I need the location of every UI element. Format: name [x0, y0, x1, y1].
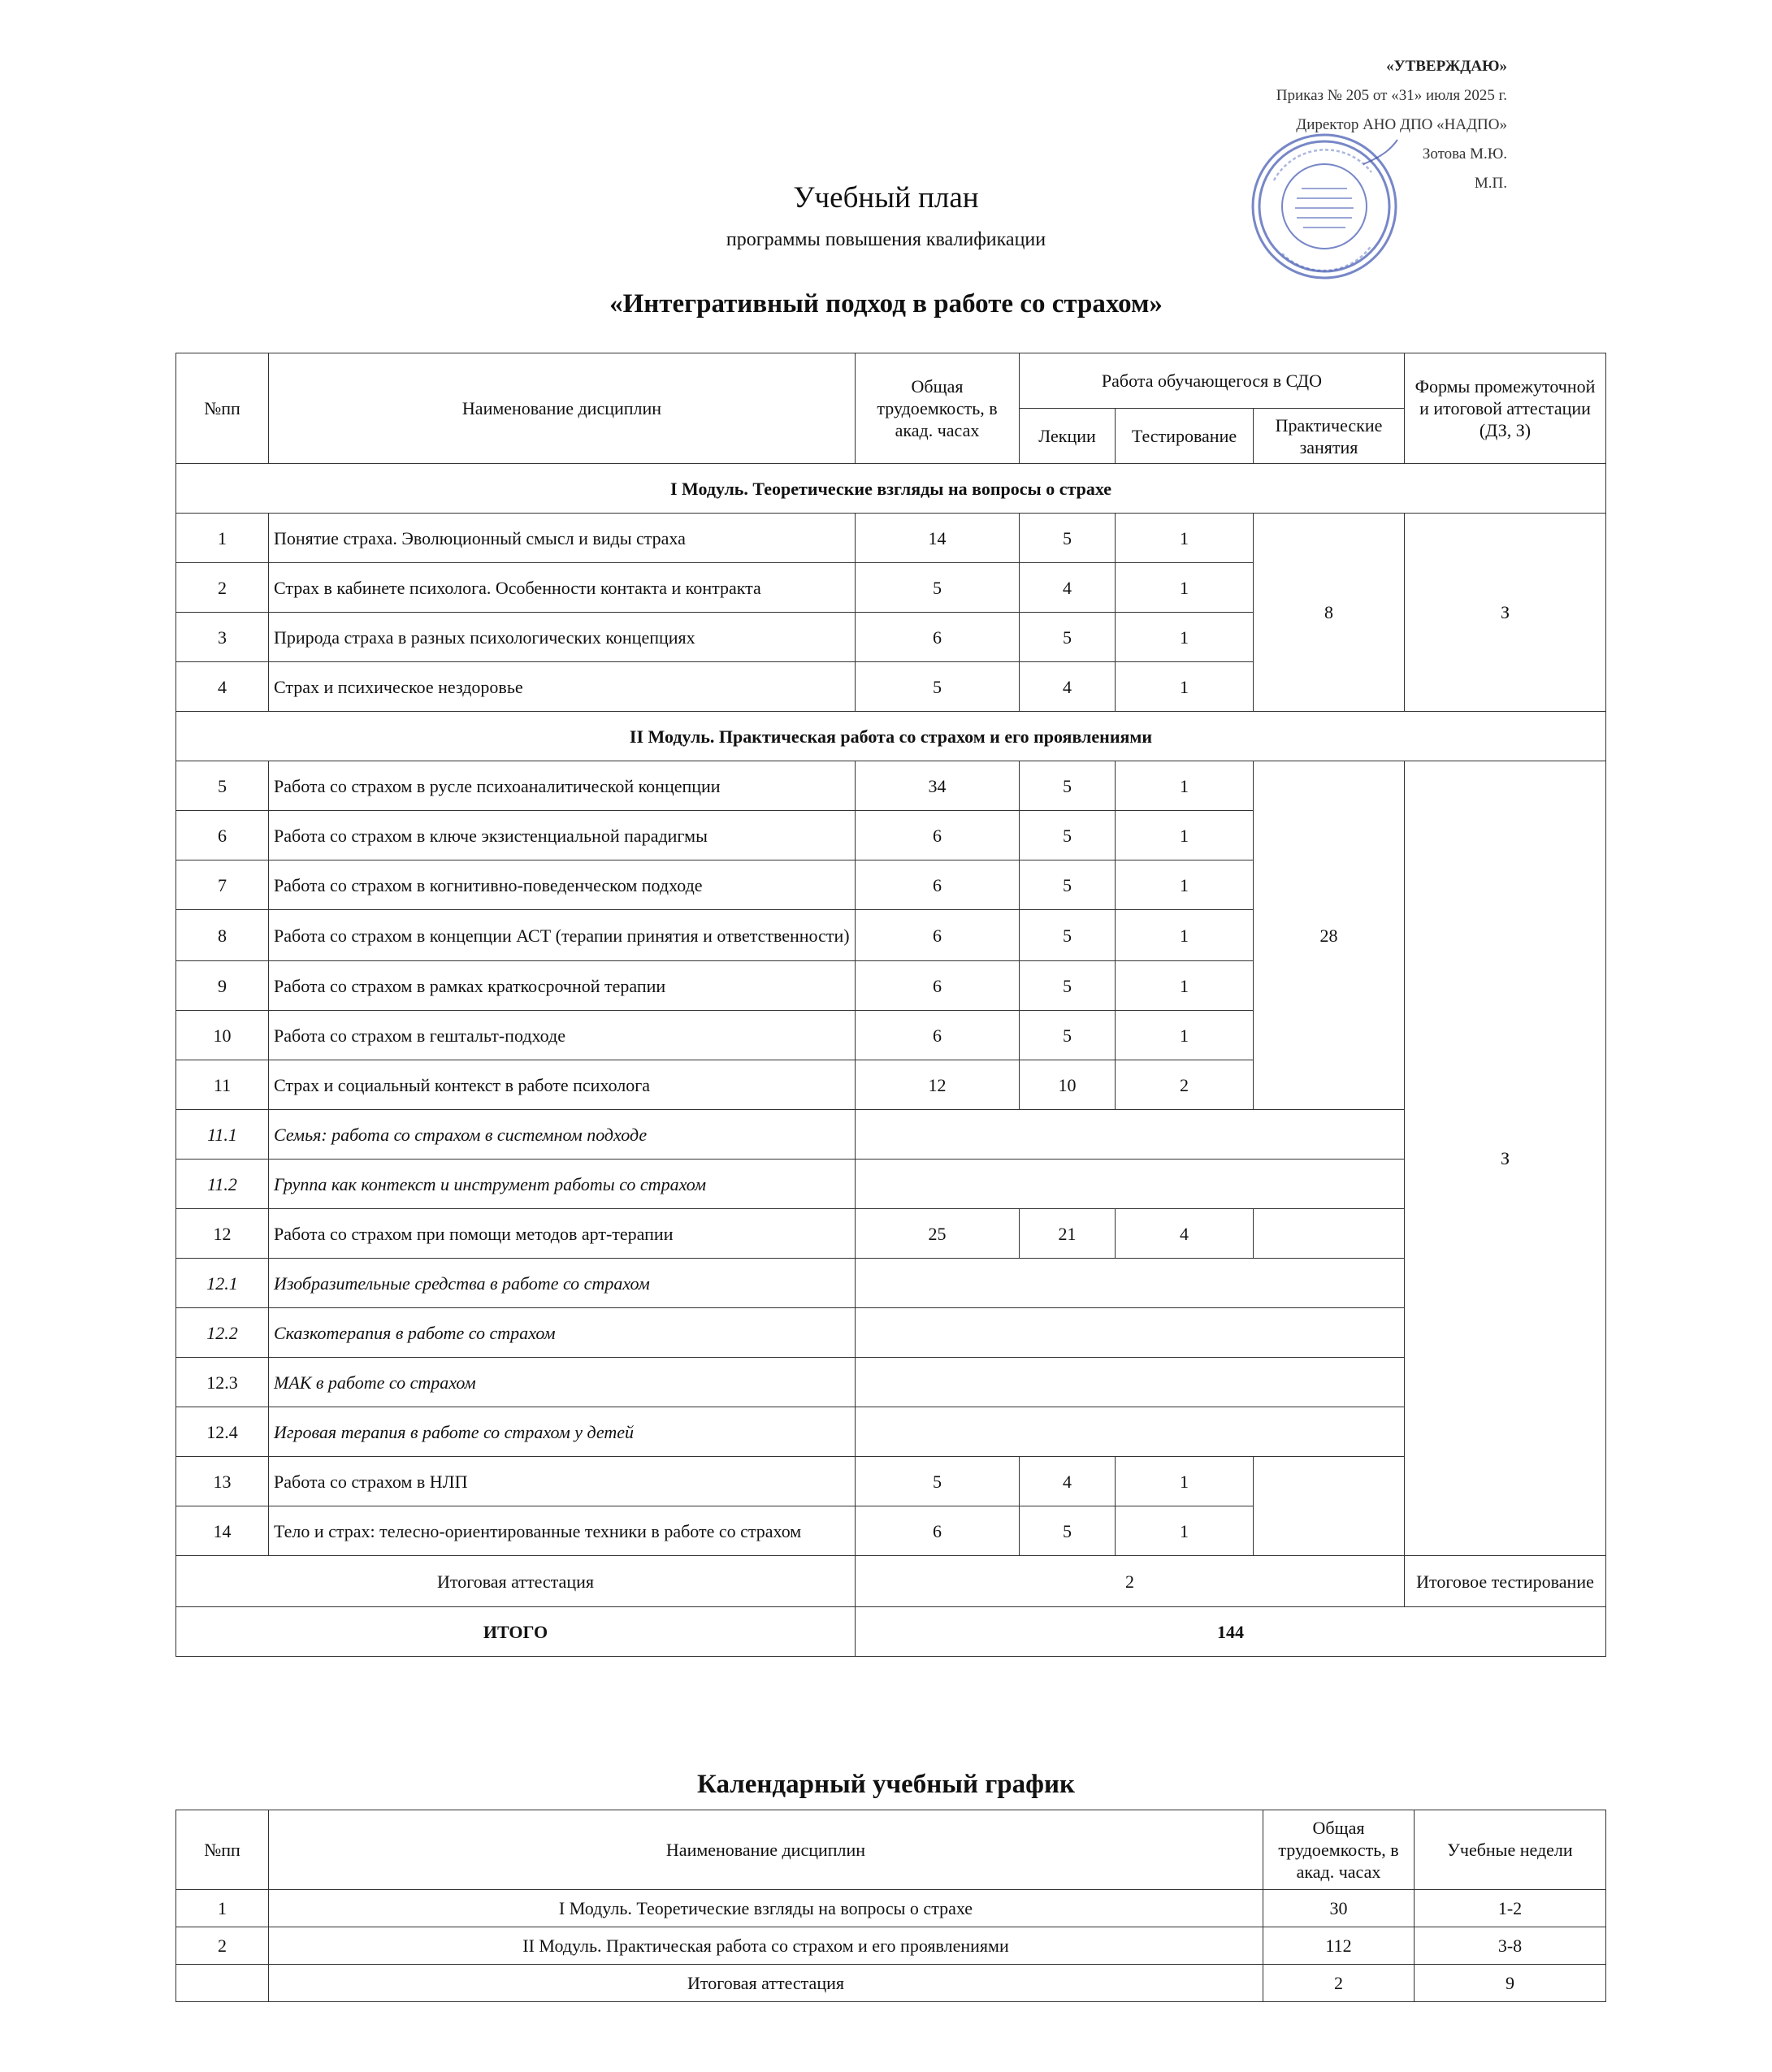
row-name: Семья: работа со страхом в системном подходе: [269, 1110, 856, 1160]
row-num: 11.2: [176, 1160, 269, 1209]
approval-order: Приказ № 205 от «31» июля 2025 г.: [1276, 87, 1507, 104]
row-name: Работа со страхом в концепции АСТ (терапии принятия и ответственности): [269, 910, 856, 961]
row-testing: 1: [1116, 1506, 1254, 1556]
row-lectures: 21: [1020, 1209, 1116, 1259]
row-num: 12: [176, 1209, 269, 1259]
row-lectures: 4: [1020, 563, 1116, 613]
empty-cell: [856, 1407, 1405, 1457]
row-name: Работа со страхом в русле психоаналитической концепции: [269, 761, 856, 811]
row-total: 6: [856, 1506, 1020, 1556]
header-lectures: Лекции: [1020, 409, 1116, 464]
header-total: Общая трудоемкость, в акад. часах: [1263, 1810, 1415, 1890]
table-row: [176, 761, 1606, 811]
header-work: Работа обучающегося в СДО: [1020, 353, 1405, 409]
empty-cell: [856, 1160, 1405, 1209]
row-testing: 1: [1116, 662, 1254, 712]
row-testing: 2: [1116, 1060, 1254, 1110]
table-header-row: [176, 353, 1606, 409]
row-name: Страх в кабинете психолога. Особенности контакта и контракта: [269, 563, 856, 613]
row-testing: 1: [1116, 1457, 1254, 1506]
row-lectures: 5: [1020, 1011, 1116, 1060]
header-practice: Практические занятия: [1254, 409, 1405, 464]
row-num: 1: [176, 514, 269, 563]
row-total: 30: [1263, 1890, 1415, 1927]
row-name: Работа со страхом в ключе экзистенциальной парадигмы: [269, 811, 856, 860]
table-row: [176, 1110, 1606, 1160]
row-lectures: 10: [1020, 1060, 1116, 1110]
table-row: [176, 1160, 1606, 1209]
row-num: 12.1: [176, 1259, 269, 1308]
row-lectures: 5: [1020, 761, 1116, 811]
row-num: 2: [176, 1927, 269, 1965]
module-row: [176, 464, 1606, 514]
row-testing: 1: [1116, 860, 1254, 910]
header-forms: Формы промежуточной и итоговой аттестации (ДЗ, З): [1405, 353, 1606, 464]
row-name: Работа со страхом в гештальт-подходе: [269, 1011, 856, 1060]
row-testing: 1: [1116, 1011, 1254, 1060]
module-form: З: [1405, 761, 1606, 1556]
approval-title: «УТВЕРЖДАЮ»: [1386, 58, 1507, 75]
row-total: 6: [856, 613, 1020, 662]
row-num: 9: [176, 961, 269, 1011]
document-title: Учебный план: [793, 181, 979, 215]
row-total: 6: [856, 860, 1020, 910]
empty-cell: [856, 1259, 1405, 1308]
row-total: 2: [1263, 1965, 1415, 2002]
row-total: 34: [856, 761, 1020, 811]
header-num: №пп: [176, 353, 269, 464]
module-row: [176, 712, 1606, 761]
row-name: Понятие страха. Эволюционный смысл и виды страха: [269, 514, 856, 563]
row-name: Работа со страхом при помощи методов арт-терапии: [269, 1209, 856, 1259]
table-row: [176, 1209, 1606, 1259]
row-name: Тело и страх: телесно-ориентированные техники в работе со страхом: [269, 1506, 856, 1556]
total-row: [176, 1607, 1606, 1657]
header-name: Наименование дисциплин: [269, 353, 856, 464]
row-num: 10: [176, 1011, 269, 1060]
row-lectures: 4: [1020, 1457, 1116, 1506]
row-testing: 4: [1116, 1209, 1254, 1259]
row-num: 1: [176, 1890, 269, 1927]
final-attestation-row: [176, 1556, 1606, 1607]
module-practice: 28: [1254, 761, 1405, 1110]
row-name: Страх и социальный контекст в работе психолога: [269, 1060, 856, 1110]
table-row: [176, 1965, 1606, 2002]
row-lectures: 4: [1020, 662, 1116, 712]
row-num: 2: [176, 563, 269, 613]
row-total: 6: [856, 910, 1020, 961]
calendar-table: [175, 1810, 1606, 2002]
row-num: 4: [176, 662, 269, 712]
final-value: 2: [856, 1556, 1405, 1607]
calendar-title: Календарный учебный график: [696, 1770, 1076, 1799]
row-num: 6: [176, 811, 269, 860]
row-lectures: 5: [1020, 514, 1116, 563]
document-subtitle: программы повышения квалификации: [726, 229, 1046, 250]
header-num: №пп: [176, 1810, 269, 1890]
row-num: 7: [176, 860, 269, 910]
row-num: [176, 1965, 269, 2002]
row-weeks: 3-8: [1415, 1927, 1606, 1965]
module-title: I Модуль. Теоретические взгляды на вопросы о страхе: [176, 464, 1606, 514]
approval-name: Зотова М.Ю.: [1422, 145, 1507, 163]
row-name: Сказкотерапия в работе со страхом: [269, 1308, 856, 1358]
row-name: I Модуль. Теоретические взгляды на вопросы о страхе: [269, 1890, 1263, 1927]
row-name: Игровая терапия в работе со страхом у детей: [269, 1407, 856, 1457]
table-header-row: [176, 1810, 1606, 1890]
row-weeks: 1-2: [1415, 1890, 1606, 1927]
total-value: 144: [856, 1607, 1606, 1657]
header-weeks: Учебные недели: [1415, 1810, 1606, 1890]
final-form: Итоговое тестирование: [1405, 1556, 1606, 1607]
row-testing: 1: [1116, 761, 1254, 811]
final-label: Итоговая аттестация: [176, 1556, 856, 1607]
row-num: 13: [176, 1457, 269, 1506]
table-row: [176, 1358, 1606, 1407]
row-lectures: 5: [1020, 1506, 1116, 1556]
row-total: 6: [856, 1011, 1020, 1060]
table-row: [176, 1927, 1606, 1965]
row-num: 11.1: [176, 1110, 269, 1160]
row-testing: 1: [1116, 961, 1254, 1011]
module-practice: 8: [1254, 514, 1405, 712]
row-testing: 1: [1116, 910, 1254, 961]
row-name: МАК в работе со страхом: [269, 1358, 856, 1407]
row-num: 14: [176, 1506, 269, 1556]
row-lectures: 5: [1020, 961, 1116, 1011]
empty-cell: [1254, 1209, 1405, 1259]
row-name: II Модуль. Практическая работа со страхом и его проявлениями: [269, 1927, 1263, 1965]
row-total: 14: [856, 514, 1020, 563]
module-form: З: [1405, 514, 1606, 712]
row-lectures: 5: [1020, 811, 1116, 860]
row-name: Работа со страхом в когнитивно-поведенческом подходе: [269, 860, 856, 910]
table-row: [176, 1890, 1606, 1927]
approval-mp: М.П.: [1474, 175, 1507, 192]
row-testing: 1: [1116, 613, 1254, 662]
row-total: 112: [1263, 1927, 1415, 1965]
row-total: 6: [856, 961, 1020, 1011]
row-total: 5: [856, 563, 1020, 613]
row-lectures: 5: [1020, 910, 1116, 961]
header-testing: Тестирование: [1116, 409, 1254, 464]
row-total: 5: [856, 1457, 1020, 1506]
empty-cell: [856, 1358, 1405, 1407]
header-total: Общая трудоемкость, в акад. часах: [856, 353, 1020, 464]
row-lectures: 5: [1020, 613, 1116, 662]
approval-position: Директор АНО ДПО «НАДПО»: [1296, 116, 1507, 133]
table-row: [176, 1407, 1606, 1457]
table-row: [176, 1308, 1606, 1358]
row-total: 6: [856, 811, 1020, 860]
row-total: 5: [856, 662, 1020, 712]
row-name: Страх и психическое нездоровье: [269, 662, 856, 712]
row-num: 8: [176, 910, 269, 961]
header-name: Наименование дисциплин: [269, 1810, 1263, 1890]
row-num: 12.2: [176, 1308, 269, 1358]
empty-cell: [1254, 1457, 1405, 1556]
table-row: [176, 1259, 1606, 1308]
row-testing: 1: [1116, 563, 1254, 613]
row-testing: 1: [1116, 514, 1254, 563]
row-name: Природа страха в разных психологических концепциях: [269, 613, 856, 662]
row-num: 12.4: [176, 1407, 269, 1457]
module-title: II Модуль. Практическая работа со страхом и его проявлениями: [176, 712, 1606, 761]
curriculum-table: [175, 353, 1606, 1657]
table-row: [176, 1457, 1606, 1506]
row-num: 11: [176, 1060, 269, 1110]
row-num: 12.3: [176, 1358, 269, 1407]
empty-cell: [856, 1308, 1405, 1358]
row-name: Итоговая аттестация: [269, 1965, 1263, 2002]
row-name: Работа со страхом в НЛП: [269, 1457, 856, 1506]
row-weeks: 9: [1415, 1965, 1606, 2002]
total-label: ИТОГО: [176, 1607, 856, 1657]
row-num: 5: [176, 761, 269, 811]
empty-cell: [856, 1110, 1405, 1160]
table-row: [176, 514, 1606, 563]
row-name: Изобразительные средства в работе со страхом: [269, 1259, 856, 1308]
row-lectures: 5: [1020, 860, 1116, 910]
row-name: Работа со страхом в рамках краткосрочной терапии: [269, 961, 856, 1011]
row-num: 3: [176, 613, 269, 662]
row-testing: 1: [1116, 811, 1254, 860]
row-total: 12: [856, 1060, 1020, 1110]
program-name: «Интегративный подход в работе со страхом»: [609, 289, 1163, 319]
row-total: 25: [856, 1209, 1020, 1259]
row-name: Группа как контекст и инструмент работы со страхом: [269, 1160, 856, 1209]
